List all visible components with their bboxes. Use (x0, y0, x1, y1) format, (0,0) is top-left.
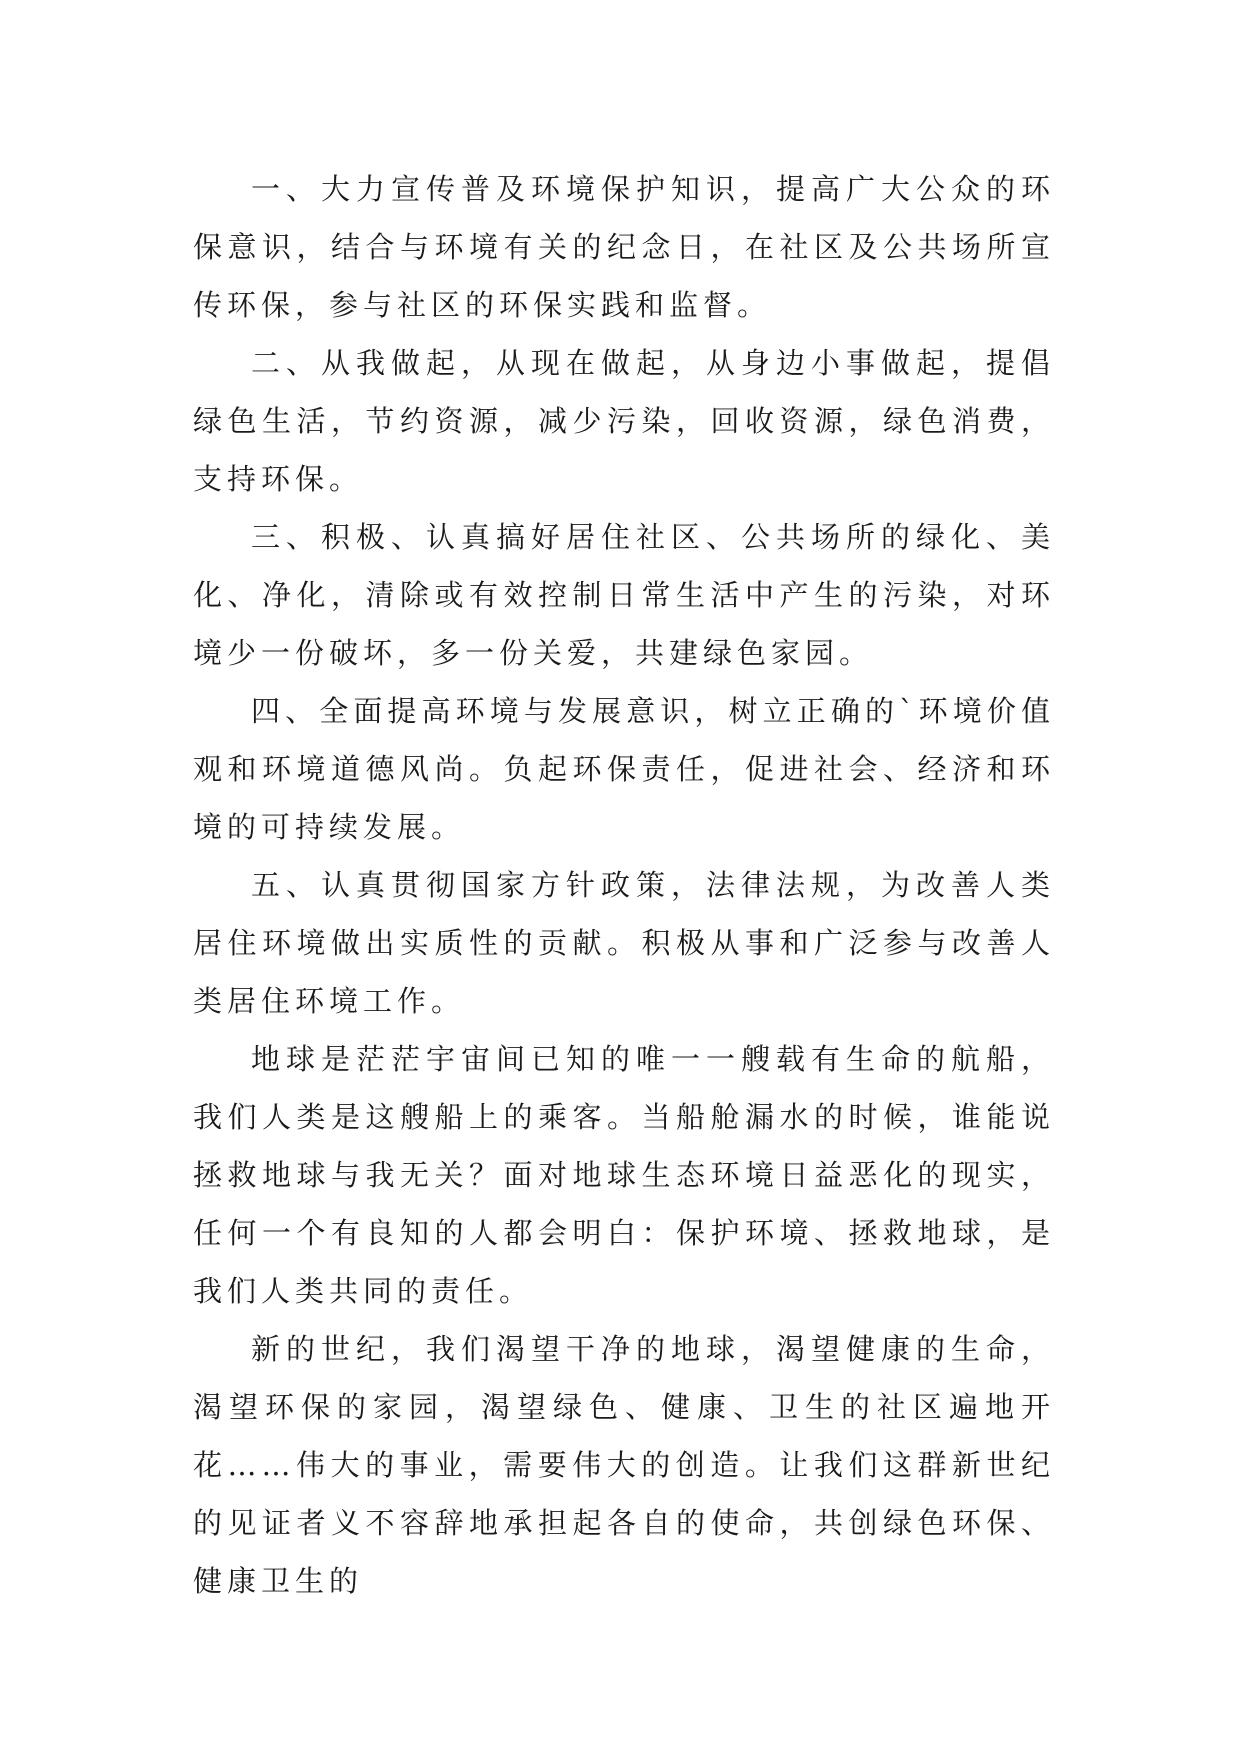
paragraph-3: 三、积极、认真搞好居住社区、公共场所的绿化、美化、净化，清除或有效控制日常生活中产生的污染，对环境少一份破坏，多一份关爱，共建绿色家园。 (193, 520, 1055, 670)
paragraph-5: 五、认真贯彻国家方针政策，法律法规，为改善人类居住环境做出实质性的贡献。积极从事和广泛参与改善人类居住环境工作。 (193, 868, 1055, 1018)
paragraph-2: 二、从我做起，从现在做起，从身边小事做起，提倡绿色生活，节约资源，减少污染，回收资源，绿色消费，支持环保。 (193, 346, 1055, 496)
document-body (193, 160, 1055, 1610)
paragraph-1: 一、大力宣传普及环境保护知识，提高广大公众的环保意识，结合与环境有关的纪念日，在社区及公共场所宣传环保，参与社区的环保实践和监督。 (193, 172, 1055, 322)
paragraph-7: 新的世纪，我们渴望干净的地球，渴望健康的生命，渴望环保的家园，渴望绿色、健康、卫生的社区遍地开花……伟大的事业，需要伟大的创造。让我们这群新世纪的见证者义不容辞地承担起各自的使命，共创绿色环保、健康卫生的 (193, 1332, 1055, 1598)
paragraph-6: 地球是茫茫宇宙间已知的唯一一艘载有生命的航船，我们人类是这艘船上的乘客。当船舱漏水的时候，谁能说拯救地球与我无关？面对地球生态环境日益恶化的现实，任何一个有良知的人都会明白：保护环境、拯救地球，是我们人类共同的责任。 (193, 1042, 1055, 1308)
paragraph-4: 四、全面提高环境与发展意识，树立正确的`环境价值观和环境道德风尚。负起环保责任，促进社会、经济和环境的可持续发展。 (193, 694, 1055, 844)
